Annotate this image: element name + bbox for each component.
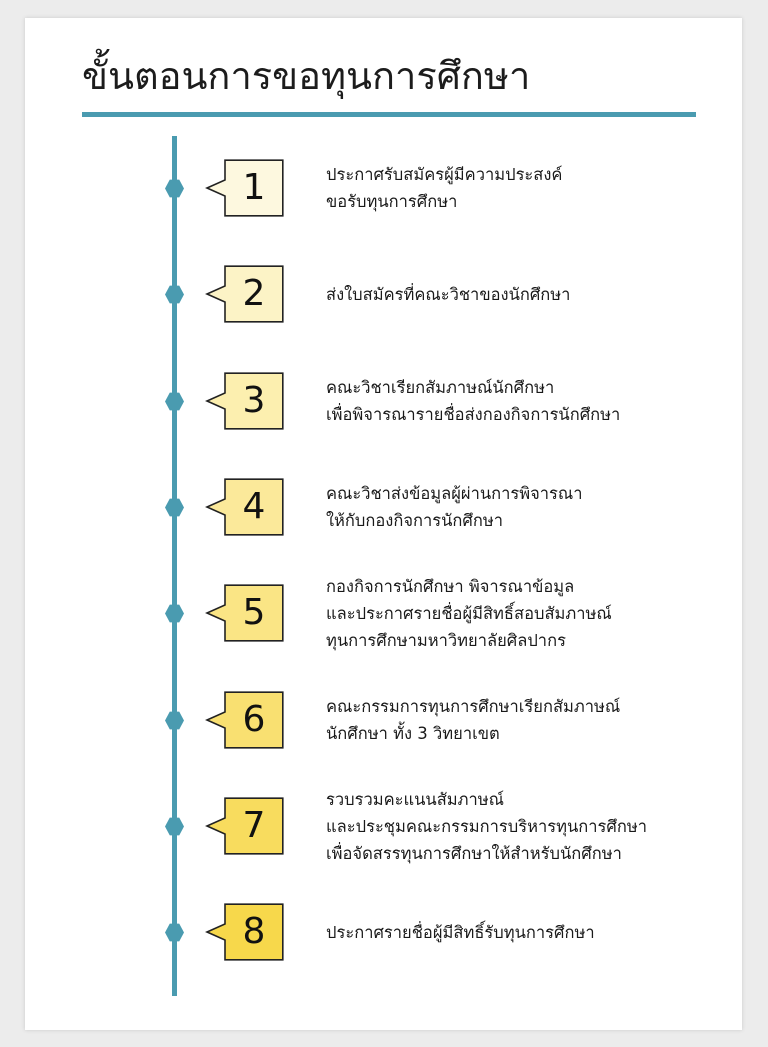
step-description-line: เพื่อจัดสรรทุนการศึกษาให้สำหรับนักศึกษา xyxy=(326,844,622,863)
step-number: 4 xyxy=(242,486,266,527)
step-number-badge xyxy=(204,903,284,961)
step-description-line: คณะวิชาเรียกสัมภาษณ์นักศึกษา xyxy=(326,378,555,397)
step-description xyxy=(326,480,686,534)
title-underline xyxy=(82,112,696,117)
step-number: 3 xyxy=(242,380,266,421)
step-description-line: ให้กับกองกิจการนักศึกษา xyxy=(326,511,504,530)
step-number-badge xyxy=(204,584,284,642)
step-description-line: นักศึกษา ทั้ง 3 วิทยาเขต xyxy=(326,724,500,743)
timeline-line xyxy=(172,136,177,996)
step-description xyxy=(326,161,686,215)
step-description-line: ขอรับทุนการศึกษา xyxy=(326,192,458,211)
step-description-line: กองกิจการนักศึกษา พิจารณาข้อมูล xyxy=(326,577,575,596)
step-description-line: ทุนการศึกษามหาวิทยาลัยศิลปากร xyxy=(326,631,566,650)
step-number: 2 xyxy=(242,273,266,314)
step-number: 1 xyxy=(242,167,266,208)
step-number: 5 xyxy=(242,592,266,633)
step-description-line: คณะกรรมการทุนการศึกษาเรียกสัมภาษณ์ xyxy=(326,697,621,716)
step-description-line: ประกาศรับสมัครผู้มีความประสงค์ xyxy=(326,165,563,184)
step-number: 8 xyxy=(242,911,266,952)
step-number: 6 xyxy=(242,699,266,740)
step-number-badge xyxy=(204,372,284,430)
step-number-badge xyxy=(204,797,284,855)
step-number: 7 xyxy=(242,805,266,846)
step-description xyxy=(326,374,686,428)
step-description xyxy=(326,786,686,867)
step-description-line: ประกาศรายชื่อผู้มีสิทธิ์รับทุนการศึกษา xyxy=(326,923,595,942)
step-description xyxy=(326,573,686,654)
step-description-line: คณะวิชาส่งข้อมูลผู้ผ่านการพิจารณา xyxy=(326,484,583,503)
step-description-line: และประชุมคณะกรรมการบริหารทุนการศึกษา xyxy=(326,817,648,836)
step-description-line: เพื่อพิจารณารายชื่อส่งกองกิจการนักศึกษา xyxy=(326,405,621,424)
step-description xyxy=(326,919,686,946)
step-description-line: และประกาศรายชื่อผู้มีสิทธิ์สอบสัมภาษณ์ xyxy=(326,604,612,623)
page-title: ขั้นตอนการขอทุนการศึกษา xyxy=(82,54,531,98)
step-description xyxy=(326,281,686,308)
step-description-line: ส่งใบสมัครที่คณะวิชาของนักศึกษา xyxy=(326,285,571,304)
step-description xyxy=(326,693,686,747)
step-number-badge xyxy=(204,265,284,323)
step-number-badge xyxy=(204,691,284,749)
step-number-badge xyxy=(204,159,284,217)
step-description-line: รวบรวมคะแนนสัมภาษณ์ xyxy=(326,790,504,809)
step-number-badge xyxy=(204,478,284,536)
